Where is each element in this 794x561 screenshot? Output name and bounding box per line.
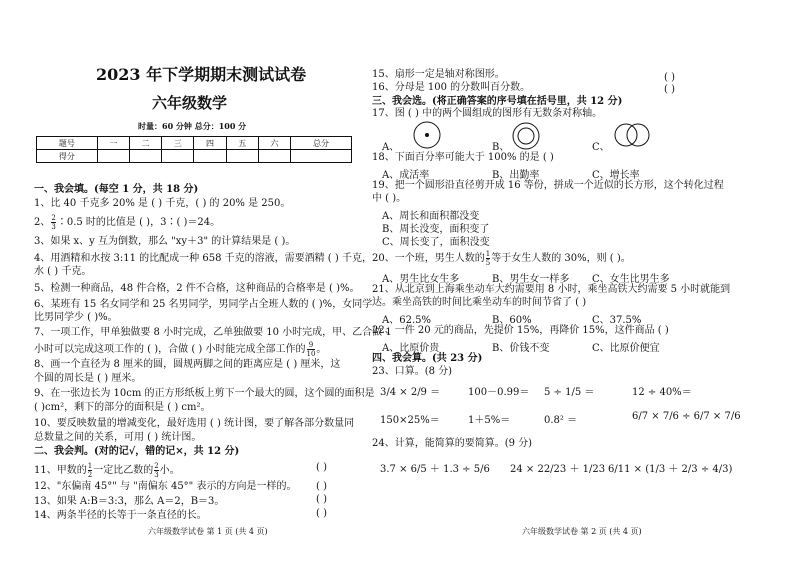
score-table-header-row [37,137,352,150]
question-13: 13、如果 A:B＝3:3，那么 A＝2，B＝3。 [34,496,225,507]
oral-item: 0.8² ＝ [544,415,578,426]
question-10-cont: 总数量之间的关系，可用 ( ) 统计图。 [34,432,202,443]
score-cell[interactable] [130,150,162,163]
fraction: $\frac{1}{5}$ [485,250,491,267]
page-footer-2: 六年级数学试卷 第 2 页 (共 4 页) [522,527,642,536]
question-4-cont: 水 ( ) 千克。 [34,266,92,277]
fraction: $\frac{2}{3}$ [51,214,56,231]
question-10: 10、要反映数量的增减变化，最好选用 ( ) 统计图，要了解各部分数量同 [34,418,355,429]
calc-item: 6/11 × (1/3 ＋ 2/3 ÷ 4/3) [608,464,733,475]
question-4: 4、用酒精和水按 3:11 的比配成一种 658 千克的溶液，需要酒精 ( ) 千克， [34,253,372,264]
score-cell[interactable] [97,150,129,163]
score-header: 总分 [291,137,352,150]
answer-paren[interactable]: ( ) [316,462,327,473]
score-cell[interactable] [258,150,290,163]
answer-paren[interactable]: ( ) [316,508,327,519]
q17-option-c[interactable]: C、 [592,142,610,153]
question-21-cont: 达。乘坐高铁的时间比乘坐动车的时间节省了 ( ) [372,297,587,308]
q19-option-a[interactable]: A、周长和面积都没变 [382,211,480,222]
question-6-cont: 比男同学少 ( )%。 [34,312,118,323]
fraction: $\frac{1}{2}$ [87,462,93,479]
answer-paren[interactable]: ( ) [316,494,327,505]
question-7-cont: 小时可以完成这项工作的 ( )，合做 ( ) 小时能完成全部工作的 $\frac{9}{10}$ 。 [34,341,327,358]
q21-option-a[interactable]: A、62.5% [382,315,431,326]
oral-item: 3/4 × 2/9 ＝ [380,387,441,398]
q17-figure-c-icon [608,120,658,150]
question-9: 9、在一张边长为 10cm 的正方形纸板上剪下一个最大的圆，这个圆的面积是 [34,388,375,399]
q22-option-b[interactable]: B、价钱不变 [492,343,550,354]
right-page [372,0,794,561]
section-3-heading: 三、我会选。(将正确答案的序号填在括号里，共 12 分) [372,96,623,107]
score-cell[interactable] [162,150,194,163]
q21-option-c[interactable]: C、37.5% [592,315,642,326]
q18-option-c[interactable]: C、增长率 [592,170,640,181]
question-9-cont: ( )cm²，剩下的部分的面积是 ( ) cm²。 [34,402,211,413]
q18-option-b[interactable]: B、出勤率 [492,170,540,181]
question-20: 20、一个班，男生人数的 $\frac{1}{5}$ 等于女生人数的 30%，则 ( )。 [372,250,631,267]
q20-option-c[interactable]: C、女生比男生多 [592,274,670,285]
question-18: 18、下面百分率可能大于 100% 的是 ( ) [372,152,554,163]
section-2-heading: 二、我会判。(对的记√，错的记×，共 12 分) [34,446,240,457]
question-1: 1、比 40 千克多 20% 是 ( ) 千克，( ) 的 20% 是 250。 [34,198,291,209]
q20-option-b[interactable]: B、男生女一样多 [492,274,570,285]
score-header: 六 [258,137,290,150]
oral-item: 6/7 × 7/6 ÷ 6/7 × 7/6 [632,411,741,422]
score-table-score-row [37,150,352,163]
page-footer-1: 六年级数学试卷 第 1 页 (共 4 页) [148,527,268,536]
calc-item: 3.7 × 6/5 ＋ 1.3 ÷ 5/6 [380,464,490,475]
score-table [36,136,352,163]
score-cell[interactable] [291,150,352,163]
oral-item: 5 ÷ 1/5 ＝ [544,387,595,398]
question-6: 6、某班有 15 名女同学和 25 名男同学，男同学占全班人数的 ( )%，女同学 [34,299,373,310]
score-row-label: 得分 [37,150,98,163]
score-header: 三 [162,137,194,150]
q17-option-b[interactable]: B、 [492,142,510,153]
oral-item: 1＋5%＝ [468,415,511,426]
question-15: 15、扇形一定是轴对称图形。 [372,69,505,80]
answer-paren[interactable]: ( ) [664,72,675,83]
section-4-heading: 四、我会算。(共 23 分) [372,353,483,364]
q19-option-b[interactable]: B、周长没变，面积变了 [382,224,490,235]
question-17: 17、图 ( ) 中的两个圆组成的图形有无数条对称轴。 [372,108,603,119]
question-11: 11、甲数的 $\frac{1}{2}$ 一定比乙数的 $\frac{2}{3}$ 小。 [34,462,180,479]
question-3: 3、如果 x、y 互为倒数，那么 "xy＋3" 的计算结果是 ( )。 [34,236,296,247]
answer-paren[interactable]: ( ) [664,84,675,95]
question-2: 2、 $\frac{2}{3}$ ∶0.5 时的比值是 ( )，3∶( )＝24。 [34,214,221,231]
exam-subtitle: 六年级数学 [152,94,228,112]
score-header: 二 [130,137,162,150]
q22-option-c[interactable]: C、比原价便宜 [592,343,660,354]
oral-item: 12 ÷ 40%＝ [632,387,692,398]
question-21: 21、从北京到上海乘坐动车大约需要用 8 小时，乘坐高铁大约需要 5 小时就能到 [372,284,731,295]
exam-title: 2023 年下学期期末测试试卷 [96,65,307,84]
question-19: 19、把一个圆形沿直径剪开成 16 等份，拼成一个近似的长方形，这个转化过程 [372,180,724,191]
question-14: 14、两条半径的长等于一条直径的长。 [34,510,207,521]
question-8-cont: 个圆的周长是 ( ) 厘米。 [34,373,142,384]
left-page [0,0,392,561]
question-5: 5、检测一种商品，48 件合格，2 件不合格，这种商品的合格率是 ( )%。 [34,283,360,294]
section-1-heading: 一、我会填。(每空 1 分，共 18 分) [34,184,199,195]
q18-option-a[interactable]: A、成活率 [382,170,430,181]
q19-option-c[interactable]: C、周长变了，面积没变 [382,237,490,248]
fraction: $\frac{2}{3}$ [154,462,159,479]
question-16: 16、分母是 100 的分数叫百分数。 [372,82,531,93]
q17-figure-b-icon [508,120,544,152]
question-12: 12、"东偏南 45°" 与 "南偏东 45°" 表示的方向是一样的。 [34,481,297,492]
score-header: 四 [194,137,226,150]
q22-option-a[interactable]: A、比原价贵 [382,343,440,354]
q17-figure-a-icon [410,120,444,150]
score-cell[interactable] [194,150,226,163]
question-24: 24、计算，能简算的要简算。(9 分) [372,438,533,449]
question-23: 23、口算。(8 分) [372,366,453,377]
score-header: 一 [97,137,129,150]
fraction: $\frac{9}{10}$ [306,341,316,358]
calc-item: 24 × 22/23 ＋ 1/23 [510,464,606,475]
score-cell[interactable] [226,150,258,163]
exam-info: 时量：60 分钟 总分：100 分 [138,121,247,131]
question-22: 22、一件 20 元的商品，先提价 15%，再降价 15%，这件商品 ( ) [372,325,669,336]
q21-option-b[interactable]: B、60% [492,315,532,326]
q20-option-a[interactable]: A、男生比女生多 [382,274,460,285]
score-header: 五 [226,137,258,150]
question-8: 8、画一个直径为 8 厘米的圆，圆规两脚之间的距离应是 ( ) 厘米，这 [34,359,341,370]
answer-paren[interactable]: ( ) [316,481,327,492]
oral-item: 100－0.99＝ [468,387,530,398]
q17-option-a[interactable]: A、 [382,142,400,153]
question-7: 7、一项工作，甲单独做要 8 小时完成，乙单独做要 10 小时完成，甲、乙合做 1 [34,327,392,338]
score-header: 题号 [37,137,98,150]
question-19-cont: 中 ( )。 [372,193,407,204]
oral-item: 150×25%＝ [380,415,440,426]
